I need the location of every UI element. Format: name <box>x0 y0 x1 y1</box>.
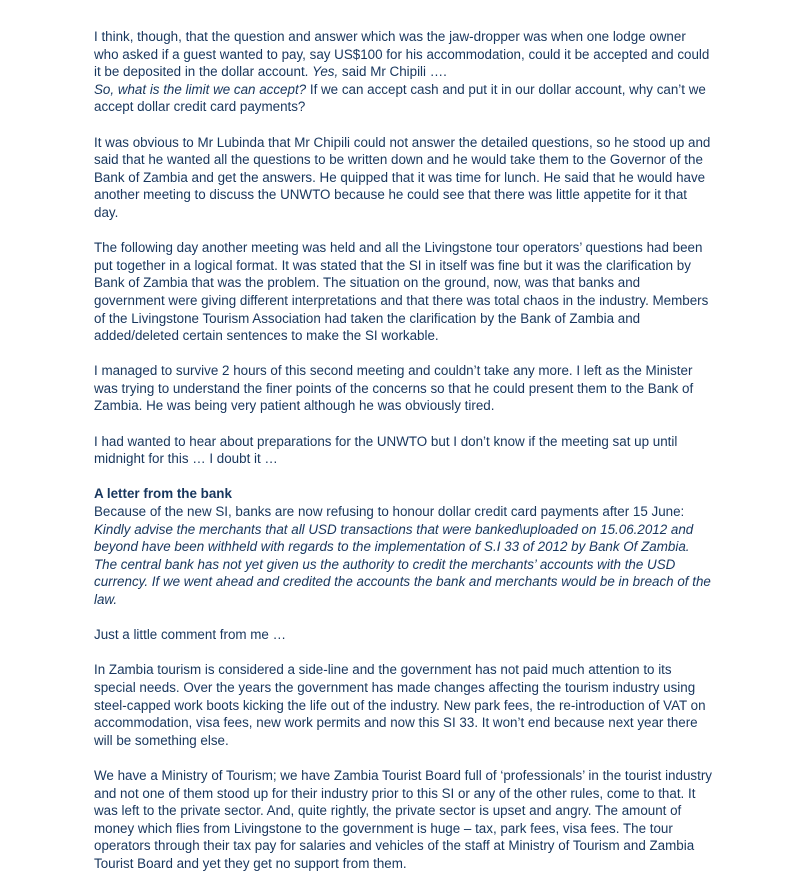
paragraph-tourism-sideline: In Zambia tourism is considered a side-line and the government has not paid much attention to its special needs. Over the years the government has made changes affecting the tourism industry using steel-capped work boots kicking the life out of the industry. New park fees, the re-introduction of VAT on accommodation, visa fees, new work permits and now this SI 33. It won’t end because next year there will be something else. <box>94 662 706 748</box>
paragraph-new-si: Because of the new SI, banks are now refusing to honour dollar credit card payments after 15 June: <box>94 504 685 520</box>
document-body <box>94 28 714 873</box>
italic-yes: Yes, <box>312 64 339 80</box>
bank-letter-quote: Kindly advise the merchants that all USD transactions that were banked\uploaded on 15.06.2012 and beyond have been withheld with regards to the implementation of S.I 33 of 2012 by Bank Of Zambia. The central bank has not yet given us the authority to credit the merchants’ accounts with the USD currency. If we went ahead and credited the accounts the bank and merchants would be in breach of the law. <box>94 521 711 607</box>
paragraph-ministry: We have a Ministry of Tourism; we have Zambia Tourist Board full of ‘professionals’ in the tourist industry and not one of them stood up for their industry prior to this SI or any of the other rules, come to that. It was left to the private sector. And, quite rightly, the private sector is upset and angry. The amount of money which flies from Livingstone to the government is huge – tax, park fees, visa fees. The tour operators through their tax pay for salaries and vehicles of the staff at Ministry of Tourism and Zambia Tourist Board and yet they get no support from them. <box>94 767 712 871</box>
paragraph-comment: Just a little comment from me … <box>94 627 286 643</box>
paragraph-lubinda: It was obvious to Mr Lubinda that Mr Chipili could not answer the detailed questions, so he stood up and said that he wanted all the questions to be written down and he would take them to the Governor of the Bank of Zambia and get the answers. He quipped that it was time for lunch. He said that he would have another meeting to discuss the UNWTO because he could see that there was little appetite for it that day. <box>94 134 711 220</box>
section-heading: A letter from the bank <box>94 486 232 502</box>
italic-limit-question: So, what is the limit we can accept? <box>94 81 307 97</box>
paragraph-unwto: I had wanted to hear about preparations for the UNWTO but I don’t know if the meeting sat up until midnight for this … I doubt it … <box>94 433 678 467</box>
paragraph-second-meeting: I managed to survive 2 hours of this second meeting and couldn’t take any more. I left as the Minister was trying to understand the finer points of the concerns so that he could present them to the Bank of Zambia. He was being very patient although he was obviously tired. <box>94 363 694 414</box>
paragraph-jaw-dropper: I think, though, that the question and answer which was the jaw-dropper was when one lodge owner who asked if a guest wanted to pay, say US$100 for his accommodation, could it be accepted and could it be deposited in the dollar account. Yes, said Mr Chipili …. <box>94 29 710 80</box>
paragraph-following-day: The following day another meeting was held and all the Livingstone tour operators’ questions had been put together in a logical format. It was stated that the SI in itself was fine but it was the clarification by Bank of Zambia that was the problem. The situation on the ground, now, was that banks and government were giving different interpretations and that there was total chaos in the industry. Members of the Livingstone Tourism Association had taken the clarification by the Bank of Zambia and added/deleted certain sentences to make the SI workable. <box>94 240 709 344</box>
paragraph-limit-question: So, what is the limit we can accept? If we can accept cash and put it in our dollar account, why can’t we accept dollar credit card payments? <box>94 81 706 115</box>
